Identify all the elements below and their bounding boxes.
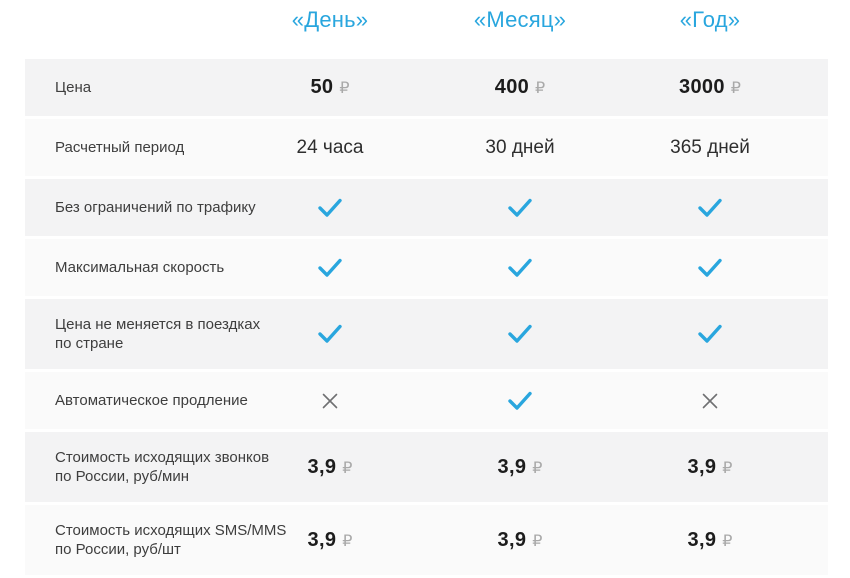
plan-value-month — [425, 529, 615, 552]
table-row-period — [25, 119, 828, 176]
check-icon — [317, 258, 343, 278]
check-icon — [697, 258, 723, 278]
price-amount: 400 — [494, 76, 530, 98]
table-row-calls-cost — [25, 432, 828, 502]
table-row-price — [25, 59, 828, 116]
table-row-auto-renewal — [25, 372, 828, 429]
plan-value-year — [615, 529, 828, 552]
plan-value-year — [615, 456, 828, 479]
cross-icon — [701, 392, 719, 410]
check-icon — [697, 324, 723, 344]
plan-value-day — [235, 198, 425, 218]
ruble-sign: ₽ — [532, 530, 543, 550]
ruble-sign: ₽ — [730, 78, 741, 97]
table-row-max-speed — [25, 239, 828, 296]
plan-value-month — [425, 76, 615, 99]
check-icon — [507, 391, 533, 411]
plan-value-month — [425, 258, 615, 278]
pricing-table — [25, 59, 828, 575]
price-amount: 3,9 — [307, 528, 337, 551]
ruble-sign: ₽ — [342, 457, 353, 477]
plan-value-month — [425, 324, 615, 344]
feature-label: Стоимость исходящих SMS/MMS по России, руб/шт — [55, 522, 287, 558]
table-row-unlimited-traffic — [25, 179, 828, 236]
plan-header-day: «День» — [291, 7, 369, 32]
ruble-sign: ₽ — [722, 530, 733, 550]
tariff-comparison-page — [25, 0, 828, 575]
plan-value-day — [235, 456, 425, 479]
check-icon — [317, 324, 343, 344]
check-icon — [507, 324, 533, 344]
feature-label: Цена не меняется в поездках по стране — [55, 316, 261, 352]
check-icon — [697, 198, 723, 218]
ruble-sign: ₽ — [339, 78, 350, 97]
plan-value-day — [235, 324, 425, 344]
check-icon — [507, 198, 533, 218]
price-amount: 50 — [310, 76, 334, 98]
plans-header — [25, 0, 828, 59]
plan-value-day — [235, 258, 425, 278]
table-row-sms-cost — [25, 505, 828, 575]
table-row-fixed-price-travel — [25, 299, 828, 369]
plan-value-day: 24 часа — [296, 136, 364, 158]
plan-value-month — [425, 456, 615, 479]
feature-label: Без ограничений по трафику — [55, 199, 256, 216]
plan-value-year: 365 дней — [670, 136, 750, 158]
plan-value-year — [615, 258, 828, 278]
feature-label: Стоимость исходящих звонков по России, руб/мин — [55, 449, 270, 485]
check-icon — [317, 198, 343, 218]
plan-value-year — [615, 198, 828, 218]
ruble-sign: ₽ — [722, 457, 733, 477]
price-amount: 3,9 — [687, 455, 717, 478]
plan-value-year — [615, 392, 828, 410]
plan-value-month — [425, 391, 615, 411]
price-amount: 3,9 — [497, 528, 527, 551]
ruble-sign: ₽ — [532, 457, 543, 477]
price-amount: 3,9 — [687, 528, 717, 551]
plan-value-year — [615, 76, 828, 99]
feature-label: Автоматическое продление — [55, 392, 248, 409]
plan-header-year: «Год» — [679, 7, 741, 32]
plan-value-day — [235, 529, 425, 552]
feature-label: Цена — [55, 79, 92, 96]
feature-label: Максимальная скорость — [55, 259, 225, 276]
plan-value-month: 30 дней — [485, 136, 555, 158]
feature-label: Расчетный период — [55, 139, 185, 156]
plan-header-month: «Месяц» — [473, 7, 567, 32]
plan-value-month — [425, 198, 615, 218]
price-amount: 3000 — [679, 76, 725, 98]
ruble-sign: ₽ — [342, 530, 353, 550]
check-icon — [507, 258, 533, 278]
price-amount: 3,9 — [497, 455, 527, 478]
plan-value-day — [235, 392, 425, 410]
cross-icon — [321, 392, 339, 410]
ruble-sign: ₽ — [535, 78, 546, 97]
plan-value-year — [615, 324, 828, 344]
price-amount: 3,9 — [307, 455, 337, 478]
plan-value-day — [235, 76, 425, 99]
